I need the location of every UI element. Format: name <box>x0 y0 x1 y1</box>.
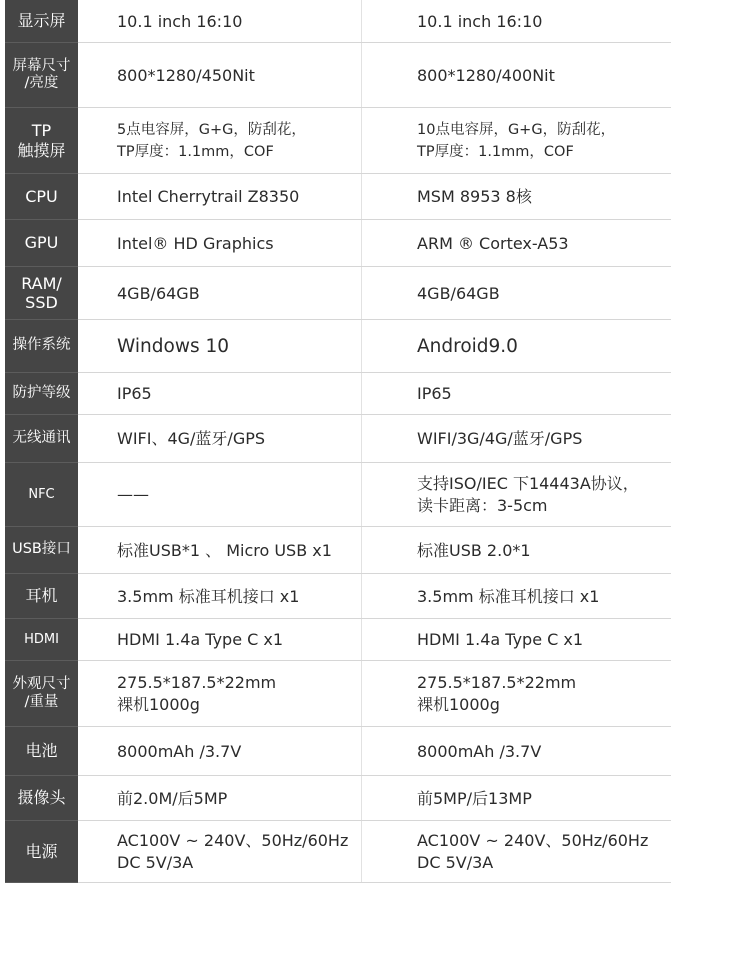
row-label: 摄像头 <box>5 776 78 821</box>
spec-value-model-a: 标准USB*1 、 Micro USB x1 <box>78 527 362 574</box>
spec-value-model-b: 8000mAh /3.7V <box>417 741 542 761</box>
spec-row-hdmi <box>5 619 671 661</box>
spec-value-model-b: WIFI/3G/4G/蓝牙/GPS <box>417 429 583 448</box>
spec-row-camera <box>5 776 671 821</box>
spec-row-touchscreen <box>5 108 671 174</box>
spec-value-model-a: 8000mAh /3.7V <box>78 727 362 776</box>
spec-row-battery <box>5 727 671 776</box>
spec-row-usb <box>5 527 671 574</box>
spec-value-model-b: 10.1 inch 16:10 <box>417 11 543 31</box>
spec-value-model-a: 275.5*187.5*22mm 裸机1000g <box>78 661 362 727</box>
spec-row-power <box>5 821 671 883</box>
spec-row-wireless <box>5 415 671 463</box>
spec-value-model-b: IP65 <box>417 384 452 403</box>
spec-value-model-a: Intel Cherrytrail Z8350 <box>78 174 362 220</box>
row-label: CPU <box>5 174 78 220</box>
spec-row-dimensions-weight <box>5 661 671 727</box>
spec-value-model-b: 800*1280/400Nit <box>417 65 555 85</box>
spec-table <box>5 0 671 883</box>
spec-value-model-a: HDMI 1.4a Type C x1 <box>78 619 362 661</box>
spec-row-screen-brightness <box>5 43 671 108</box>
row-label: 显示屏 <box>5 0 78 43</box>
spec-row-nfc <box>5 463 671 527</box>
row-label: 无线通讯 <box>5 415 78 463</box>
spec-value-model-b: 标准USB 2.0*1 <box>417 540 531 560</box>
spec-value-model-a: 4GB/64GB <box>78 267 362 320</box>
row-label: USB接口 <box>5 527 78 574</box>
spec-value-model-a: AC100V ~ 240V、50Hz/60Hz DC 5V/3A <box>78 821 362 883</box>
spec-row-cpu <box>5 174 671 220</box>
spec-value-model-a: 800*1280/450Nit <box>78 43 362 108</box>
spec-value-model-b: 支持ISO/IEC 下14443A协议， 读卡距离：3-5cm <box>417 474 639 515</box>
spec-value-model-b: 3.5mm 标准耳机接口 x1 <box>417 586 600 606</box>
row-label: 防护等级 <box>5 373 78 415</box>
spec-value-model-a: 5点电容屏，G+G，防刮花， TP厚度：1.1mm，COF <box>78 108 362 174</box>
spec-row-ram-ssd <box>5 267 671 320</box>
row-label: TP 触摸屏 <box>5 108 78 174</box>
spec-value-model-b: 10点电容屏，G+G，防刮花， TP厚度：1.1mm，COF <box>417 122 616 160</box>
spec-value-model-a: 10.1 inch 16:10 <box>78 0 362 43</box>
spec-value-model-a: —— <box>78 463 362 527</box>
row-label: HDMI <box>5 619 78 661</box>
row-label: RAM/ SSD <box>5 267 78 320</box>
row-label: GPU <box>5 220 78 267</box>
spec-value-model-b: MSM 8953 8核 <box>417 187 532 206</box>
row-label: NFC <box>5 463 78 527</box>
row-label: 屏幕尺寸 /亮度 <box>5 43 78 108</box>
spec-value-model-b: AC100V ~ 240V、50Hz/60Hz DC 5V/3A <box>417 831 649 872</box>
spec-row-gpu <box>5 220 671 267</box>
spec-value-model-a: 前2.0M/后5MP <box>78 776 362 821</box>
row-label: 外观尺寸 /重量 <box>5 661 78 727</box>
spec-value-model-a: IP65 <box>78 373 362 415</box>
spec-value-model-b: 前5MP/后13MP <box>417 788 532 808</box>
spec-value-model-b: HDMI 1.4a Type C x1 <box>417 630 584 649</box>
row-label: 电源 <box>5 821 78 883</box>
spec-value-model-b: ARM ® Cortex-A53 <box>417 233 569 253</box>
spec-row-os <box>5 320 671 373</box>
spec-value-model-b: 275.5*187.5*22mm 裸机1000g <box>417 673 577 714</box>
spec-value-model-b: Android9.0 <box>417 335 518 357</box>
spec-value-model-a: Windows 10 <box>78 320 362 373</box>
spec-row-headphone <box>5 574 671 619</box>
spec-row-display <box>5 0 671 43</box>
row-label: 操作系统 <box>5 320 78 373</box>
row-label: 耳机 <box>5 574 78 619</box>
row-label: 电池 <box>5 727 78 776</box>
spec-value-model-a: Intel® HD Graphics <box>78 220 362 267</box>
spec-value-model-a: WIFI、4G/蓝牙/GPS <box>78 415 362 463</box>
spec-value-model-b: 4GB/64GB <box>417 283 500 303</box>
spec-value-model-a: 3.5mm 标准耳机接口 x1 <box>78 574 362 619</box>
spec-row-protection <box>5 373 671 415</box>
